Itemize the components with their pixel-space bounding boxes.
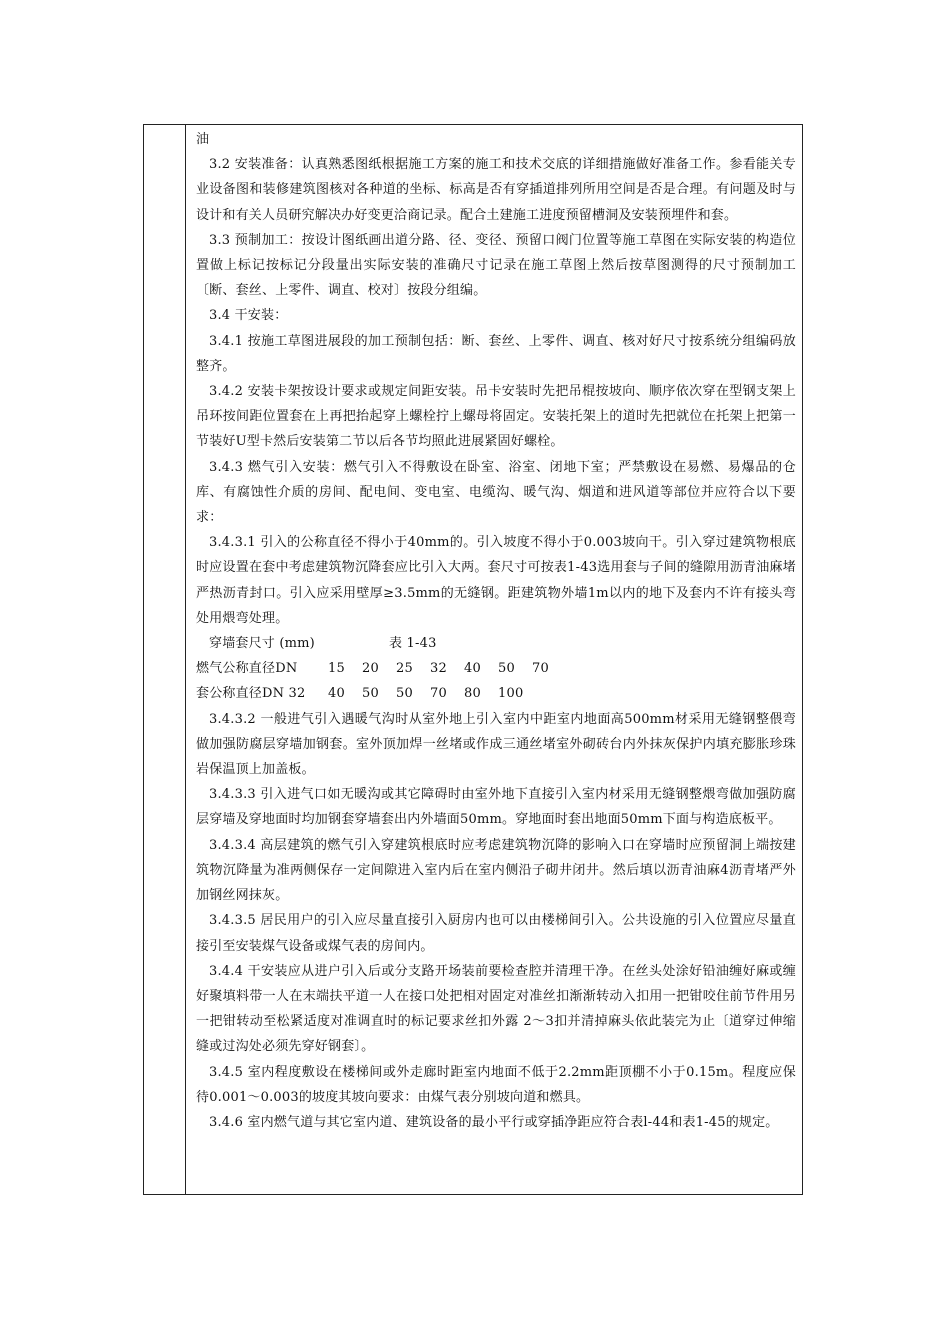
paragraph-3-4-3-4: 3.4.3.4 高层建筑的燃气引入穿建筑根底时应考虑建筑物沉降的影响入口在穿墙时应预留洞上端按建筑物沉降量为准两侧保存一定间隙进入室内后在室内侧沿子砌井闭井。然后填以沥青油麻4沥青堵严外加钢丝网抹灰。	[196, 837, 796, 904]
row-label: 燃气公称直径DN	[196, 661, 298, 677]
paragraph-3-4-2: 3.4.2 安装卡架按设计要求或规定间距安装。吊卡安装时先把吊棍按坡向、顺序依次穿在型钢支架上吊环按间距位置套在上再把抬起穿上螺栓拧上螺母将固定。安装托架上的道时先把就位在托架上把第一节装好U型卡然后安装第二节以后各节均照此进展紧固好螺栓。	[196, 384, 796, 450]
paragraph-3-4-1: 3.4.1 按施工草图进展段的加工预制包括：断、套丝、上零件、调直、核对好尺寸按系统分组编码放整齐。	[196, 333, 796, 374]
paragraph-3-4-4: 3.4.4 干安装应从进户引入后或分支路开场装前要检查腔并清理干净。在丝头处涂好铅油缠好麻或缠好聚填料带一人在末端扶平道一人在接口处把相对固定对准丝扣渐渐转动入扣用一把钳咬住前节件用另一把钳转动至松紧适度对准调直时的标记要求丝扣外露 2～3扣并清掉麻头依此装完为止〔道穿过伸缩缝或过沟处必须先穿好钢套〕。	[196, 963, 796, 1055]
paragraph-3-4-3-5: 3.4.3.5 居民用户的引入应尽量直接引入厨房内也可以由楼梯间引入。公共设施的引入位置应尽量直接引至安装煤气设备或煤气表的房间内。	[196, 913, 796, 954]
paragraph-3-4-3-2: 3.4.3.2 一般进气引入遇暖气沟时从室外地上引入室内中距室内地面高500mm材采用无缝钢整偎弯做加强防腐层穿墙加钢套。室外顶加焊一丝堵或作成三通丝堵室外砌砖台内外抹灰保护内填充膨胀珍珠岩保温顶上加盖板。	[196, 711, 796, 778]
table-number: 表 1-43	[389, 636, 437, 652]
row-label: 套公称直径DN 32	[196, 686, 306, 702]
table-row-sleeve-dn	[196, 681, 796, 706]
paragraph-3-4: 3.4 干安装：	[209, 308, 288, 324]
document-table-frame	[143, 124, 803, 1195]
cell: 100	[498, 686, 524, 702]
cell: 15	[328, 661, 345, 677]
paragraph-fragment: 油	[196, 132, 210, 147]
paragraph-3-4-3-3: 3.4.3.3 引入进气口如无暖沟或其它障碍时由室外地下直接引入室内材采用无缝钢整煨弯做加强防腐层穿墙及穿地面时均加钢套穿墙套出内外墙面50mm。穿地面时套出地面50mm下面与构造底板平。	[196, 787, 796, 828]
table-title-row	[196, 631, 796, 656]
cell: 80	[464, 686, 481, 702]
cell: 40	[328, 686, 345, 702]
left-margin-column	[144, 125, 186, 1194]
cell: 20	[362, 661, 379, 677]
cell: 32	[430, 661, 447, 677]
paragraph-3-2: 3.2 安装准备：认真熟悉图纸根据施工方案的施工和技术交底的详细措施做好准备工作。参看能关专业设备图和装修建筑图核对各种道的坐标、标高是否有穿插道排列所用空间是否是合理。有问题及时与设计和有关人员研究解决办好变更洽商记录。配合土建施工进度预留槽洞及安装预埋件和套。	[196, 157, 796, 223]
cell: 40	[464, 661, 481, 677]
paragraph-3-4-3-1: 3.4.3.1 引入的公称直径不得小于40mm的。引入坡度不得小于0.003坡向干。引入穿过建筑物根底时应设置在套中考虑建筑物沉降套应比引入大两。套尺寸可按表1-43选用套与子间的缝隙用沥青油麻堵严热沥青封口。引入应采用壁厚≥3.5mm的无缝钢。距建筑物外墙1m以内的地下及套内不许有接头弯处用煨弯处理。	[196, 535, 796, 626]
paragraph-3-3: 3.3 预制加工：按设计图纸画出道分路、径、变径、预留口阀门位置等施工草图在实际安装的构造位置做上标记按标记分段量出实际安装的准确尺寸记录在施工草图上然后按草图测得的尺寸预制加工〔断、套丝、上零件、调直、校对〕按段分组编。	[196, 232, 796, 299]
cell: 50	[362, 686, 379, 702]
table-row-gas-dn	[196, 656, 796, 681]
table-title: 穿墙套尺寸 (mm)	[209, 636, 315, 652]
cell: 70	[532, 661, 549, 677]
cell: 70	[430, 686, 447, 702]
cell: 25	[396, 661, 413, 677]
paragraph-3-4-3: 3.4.3 燃气引入安装：燃气引入不得敷设在卧室、浴室、闭地下室；严禁敷设在易燃、易爆品的仓库、有腐蚀性介质的房间、配电间、变电室、电缆沟、暖气沟、烟道和进风道等部位并应符合以下要求：	[196, 459, 796, 526]
document-content	[196, 127, 796, 1135]
paragraph-3-4-6: 3.4.6 室内燃气道与其它室内道、建筑设备的最小平行或穿插净距应符合表l-44和表1-45的规定。	[209, 1114, 779, 1130]
cell: 50	[498, 661, 515, 677]
cell: 50	[396, 686, 413, 702]
paragraph-3-4-5: 3.4.5 室内程度敷设在楼梯间或外走廊时距室内地面不低于2.2mm距顶棚不小于0.15m。程度应保待0.001～0.003的坡度其坡向要求：由煤气表分别坡向道和燃具。	[196, 1064, 796, 1105]
